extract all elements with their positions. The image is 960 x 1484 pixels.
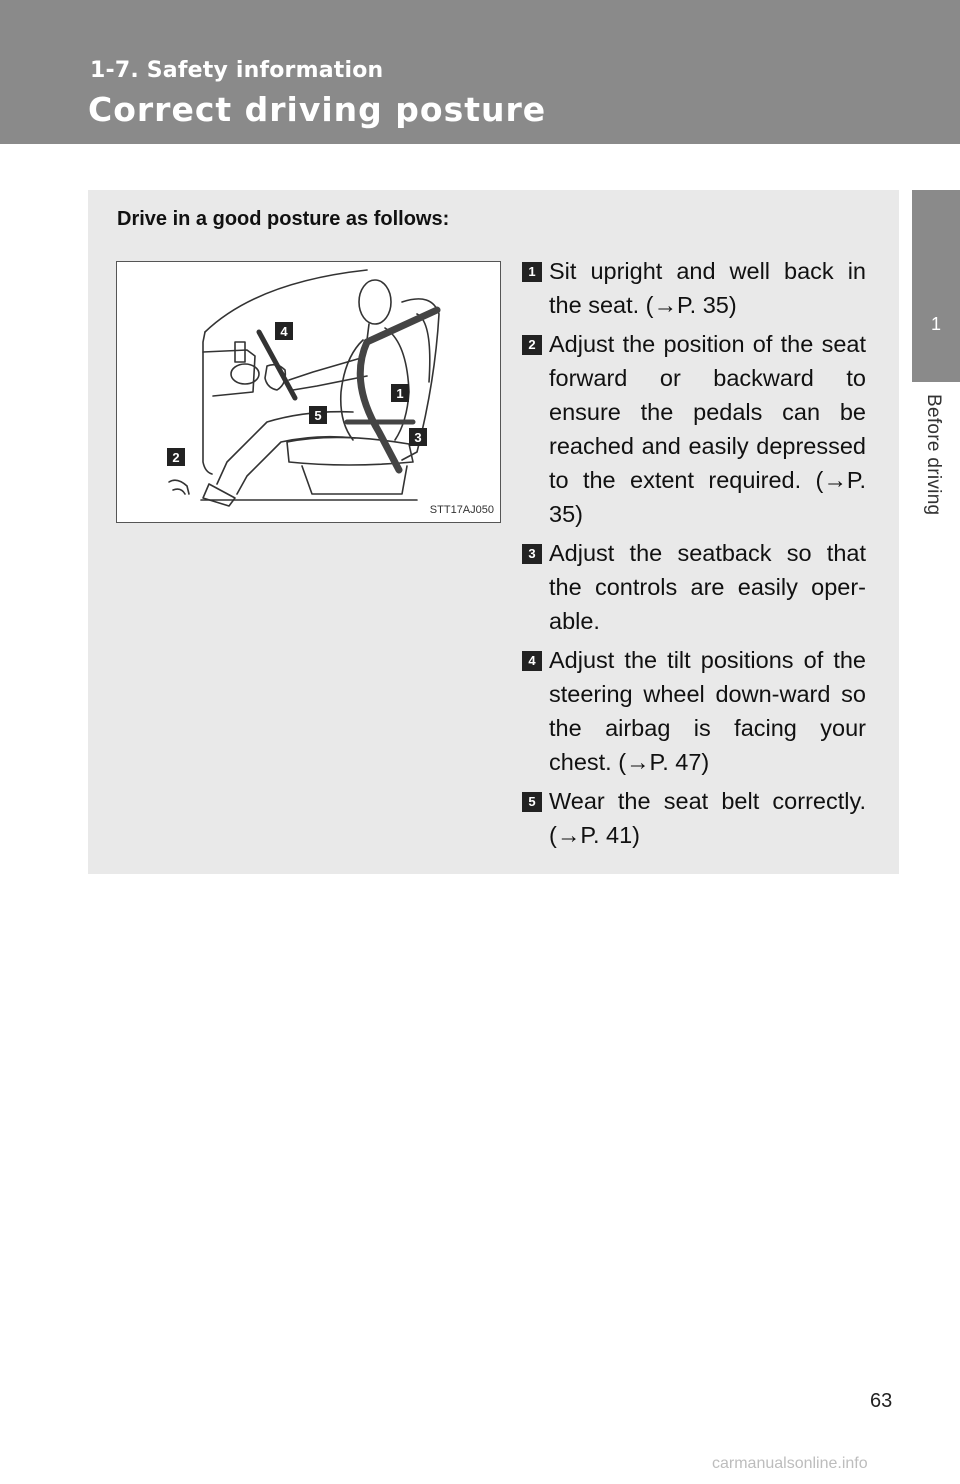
- figure-marker-5: 5: [314, 408, 322, 423]
- pedal: [169, 480, 189, 494]
- figure-marker-4: 4: [280, 324, 288, 339]
- page-header: [0, 0, 960, 144]
- chapter-tab: [912, 190, 960, 382]
- list-item: [522, 254, 866, 322]
- page-number: 63: [870, 1390, 893, 1412]
- step-text: Adjust the position of the seat forward or backward to ensure the pedals can be reached and easily depressed to the extent required. (→P. 35): [549, 331, 866, 527]
- driver-drawing: [117, 262, 500, 522]
- figure-marker-2: 2: [172, 450, 180, 465]
- step-text: Sit upright and well back in the seat. (→P. 35): [549, 258, 866, 318]
- list-item: [522, 327, 866, 531]
- list-item: [522, 784, 866, 852]
- steering-wheel: [259, 332, 295, 398]
- step-marker-1: 1: [522, 262, 542, 282]
- step-text: Wear the seat belt correctly. (→P. 41): [549, 788, 866, 848]
- watermark: carmanualsonline.info: [712, 1455, 868, 1472]
- page-title: Correct driving posture: [88, 90, 547, 129]
- list-item: [522, 643, 866, 779]
- info-panel: [88, 190, 899, 874]
- step-marker-5: 5: [522, 792, 542, 812]
- driver-leg: [217, 412, 353, 484]
- step-text: Adjust the tilt positions of the steering wheel down-ward so the airbag is facing your chest. (→P. 47): [549, 647, 866, 775]
- step-marker-3: 3: [522, 544, 542, 564]
- driver-arm: [289, 358, 361, 380]
- figure-code: STT17AJ050: [429, 504, 494, 516]
- figure-marker-1: 1: [396, 386, 404, 401]
- chapter-number: 1: [930, 314, 941, 334]
- posture-illustration: [116, 261, 501, 523]
- step-marker-4: 4: [522, 651, 542, 671]
- chapter-label: [912, 392, 960, 542]
- step-marker-2: 2: [522, 335, 542, 355]
- list-item: [522, 536, 866, 638]
- chapter-label-text: Before driving: [923, 394, 944, 516]
- driver-head: [359, 280, 391, 324]
- posture-steps: [522, 254, 866, 857]
- figure-marker-3: 3: [414, 430, 422, 445]
- section-heading: 1-7. Safety information: [90, 58, 384, 83]
- panel-intro: Drive in a good posture as follows:: [117, 208, 450, 230]
- step-text: Adjust the seatback so that the controls are easily oper-able.: [549, 540, 866, 634]
